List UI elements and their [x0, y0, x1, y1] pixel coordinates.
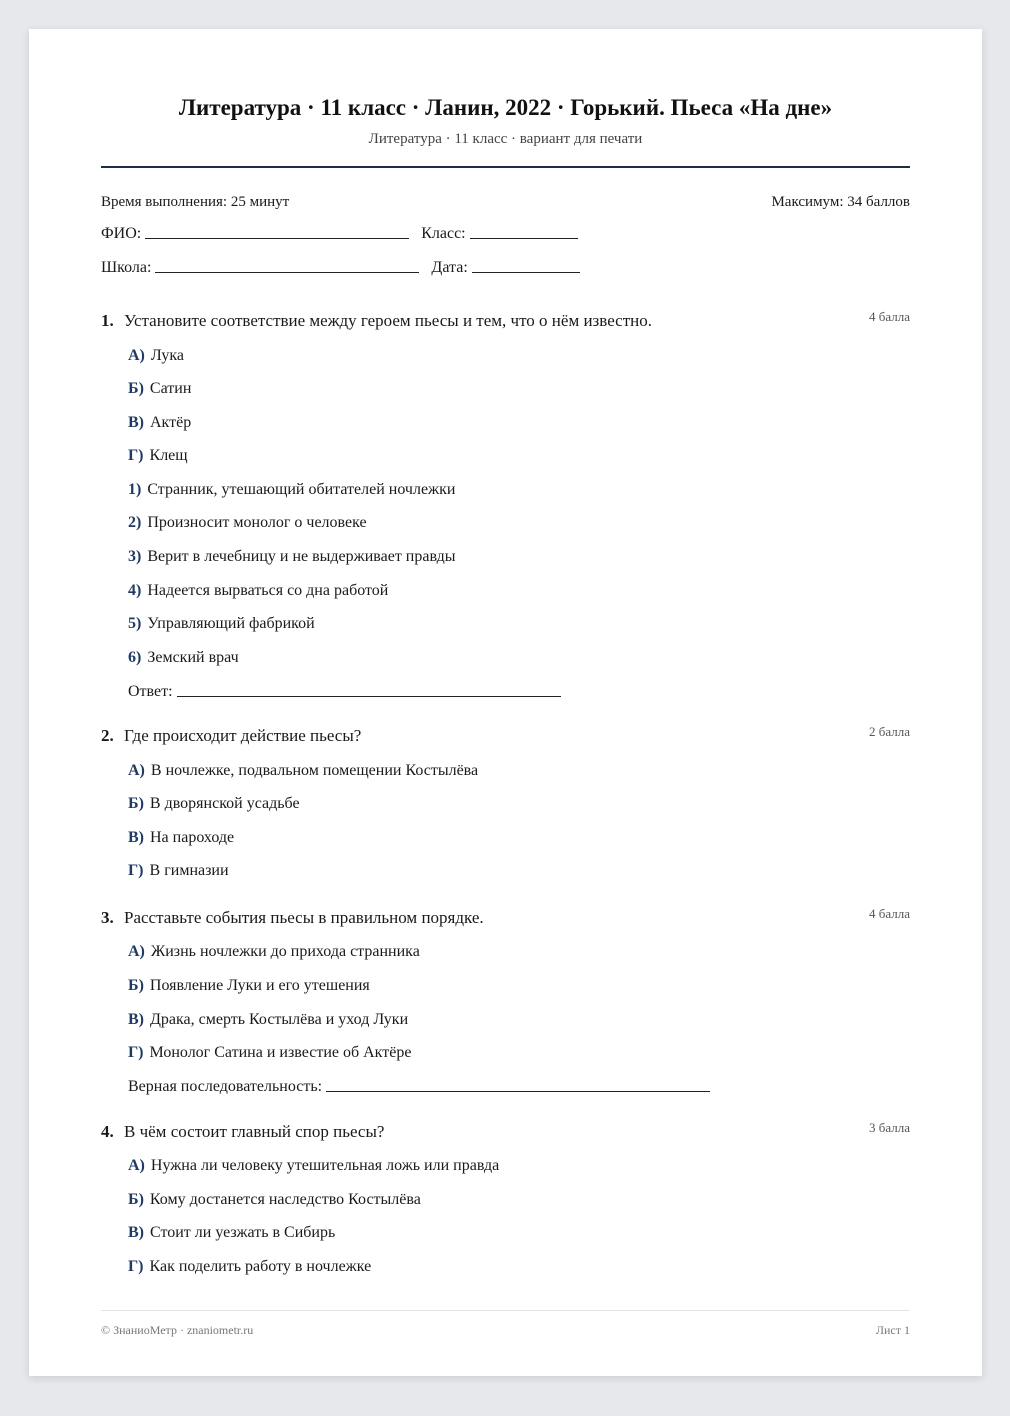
option-item: 3) Верит в лечебницу и не выдерживает правды — [128, 548, 456, 565]
answer-row — [128, 1078, 710, 1096]
option-item: Г) Как поделить работу в ночлежке — [128, 1258, 372, 1275]
footer-copyright: © ЗнаниоМетр · znaniometr.ru — [101, 1323, 254, 1337]
option-item: Б) Кому достанется наследство Костылёва — [128, 1191, 421, 1208]
max-score: Максимум: 34 баллов — [771, 194, 910, 210]
question-number: 3. — [101, 908, 114, 927]
question-number: 2. — [101, 726, 114, 745]
question-2 — [101, 726, 910, 746]
option-item: Б) Появление Луки и его утешения — [128, 977, 370, 994]
date-label: Дата: — [431, 259, 468, 276]
option-item: Б) В дворянской усадьбе — [128, 795, 300, 812]
question-points: 2 балла — [869, 724, 910, 739]
class-field[interactable] — [470, 237, 578, 239]
answer-label: Верная последовательность: — [128, 1078, 323, 1095]
question-text: Где происходит действие пьесы? — [124, 726, 362, 745]
question-points: 3 балла — [869, 1120, 910, 1135]
answer-field[interactable] — [326, 1090, 710, 1092]
option-item: Г) В гимназии — [128, 862, 229, 879]
option-item: 2) Произносит монолог о человеке — [128, 514, 367, 531]
school-field[interactable] — [155, 271, 419, 273]
class-label: Класс: — [421, 225, 466, 242]
option-item: 1) Странник, утешающий обитателей ночлежки — [128, 481, 456, 498]
option-item: Г) Монолог Сатина и известие об Актёре — [128, 1044, 412, 1061]
option-item: 6) Земский врач — [128, 649, 239, 666]
answer-field[interactable] — [177, 695, 561, 697]
question-1 — [101, 311, 910, 331]
option-item: А) Жизнь ночлежки до прихода странника — [128, 943, 420, 960]
option-item: Г) Клещ — [128, 447, 188, 464]
option-item: А) Нужна ли человеку утешительная ложь или правда — [128, 1157, 500, 1174]
question-3 — [101, 908, 910, 928]
school-date-row — [101, 259, 580, 277]
worksheet-page — [29, 29, 982, 1376]
option-item: 4) Надеется вырваться со дна работой — [128, 582, 389, 599]
option-item: В) Драка, смерть Костылёва и уход Луки — [128, 1011, 409, 1028]
question-text: Установите соответствие между героем пьесы и тем, что о нём известно. — [124, 311, 652, 330]
answer-label: Ответ: — [128, 683, 173, 700]
question-text: Расставьте события пьесы в правильном порядке. — [124, 908, 484, 927]
fio-label: ФИО: — [101, 225, 142, 242]
time-limit: Время выполнения: 25 минут — [101, 194, 290, 210]
page-number: Лист 1 — [875, 1323, 910, 1337]
page-subtitle: Литература · 11 класс · вариант для печати — [368, 131, 643, 147]
page-title: Литература · 11 класс · Ланин, 2022 · Горький. Пьеса «На дне» — [178, 95, 833, 120]
option-item: В) Актёр — [128, 414, 192, 431]
option-item: А) В ночлежке, подвальном помещении Костылёва — [128, 762, 479, 779]
question-number: 4. — [101, 1122, 114, 1141]
fio-field[interactable] — [145, 237, 409, 239]
fio-class-row — [101, 225, 578, 243]
option-item: А) Лука — [128, 347, 184, 364]
answer-row — [128, 683, 561, 701]
option-item: 5) Управляющий фабрикой — [128, 615, 315, 632]
option-item: В) На пароходе — [128, 829, 235, 846]
question-4 — [101, 1122, 910, 1142]
option-item: В) Стоит ли уезжать в Сибирь — [128, 1224, 336, 1241]
question-points: 4 балла — [869, 906, 910, 921]
school-label: Школа: — [101, 259, 152, 276]
header-divider — [101, 166, 910, 168]
question-text: В чём состоит главный спор пьесы? — [124, 1122, 385, 1141]
question-number: 1. — [101, 311, 114, 330]
option-item: Б) Сатин — [128, 380, 192, 397]
date-field[interactable] — [472, 271, 580, 273]
footer-divider — [101, 1310, 910, 1311]
question-points: 4 балла — [869, 309, 910, 324]
